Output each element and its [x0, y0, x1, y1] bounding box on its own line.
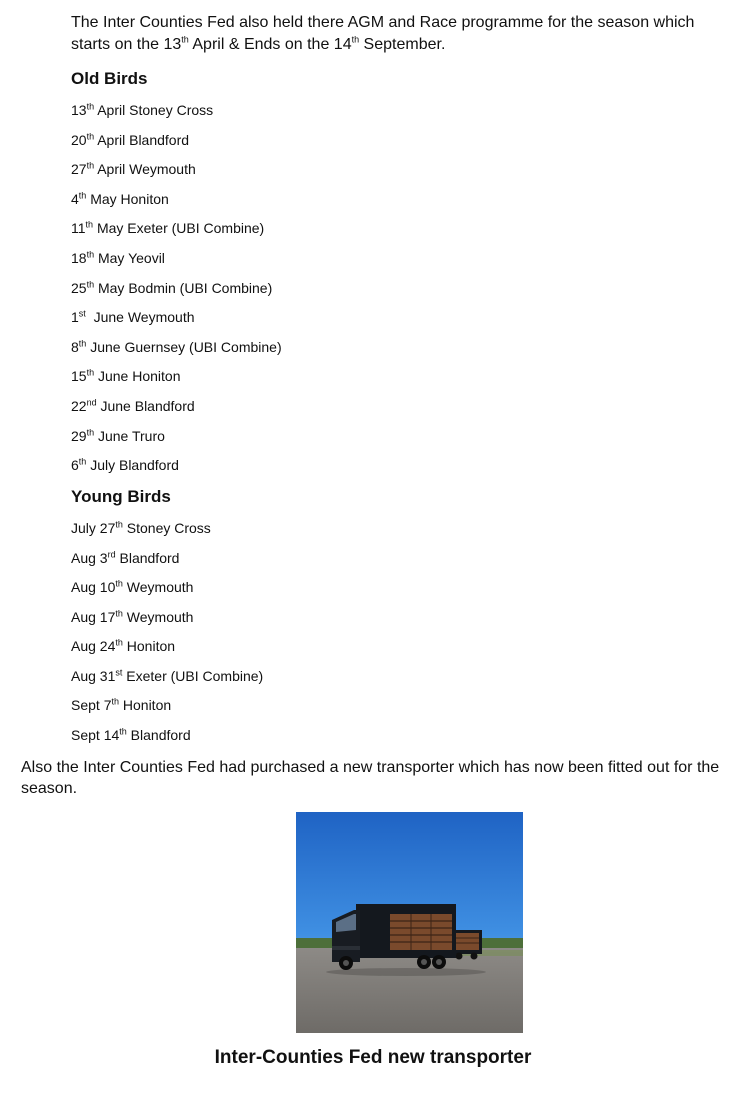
young-birds-race: Aug 24th Honiton — [71, 637, 176, 654]
young-birds-race: Sept 7th Honiton — [71, 696, 172, 713]
old-birds-race: 11th May Exeter (UBI Combine) — [71, 219, 265, 236]
young-birds-race: Sept 14th Blandford — [71, 726, 191, 743]
young-birds-race: Aug 3rd Blandford — [71, 549, 180, 566]
transporter-photo — [296, 812, 523, 1033]
intro-paragraph — [71, 12, 731, 56]
photo-road — [296, 948, 523, 1033]
intro-text-3: September. — [359, 36, 446, 53]
young-birds-race: July 27th Stoney Cross — [71, 519, 211, 536]
photo-caption: Inter-Counties Fed new transporter — [214, 1047, 532, 1068]
old-birds-race: 20th April Blandford — [71, 131, 190, 148]
intro-text-2: April & Ends on the 14 — [188, 36, 352, 53]
old-birds-race: 25th May Bodmin (UBI Combine) — [71, 279, 273, 296]
intro-sup-2: th — [351, 34, 360, 45]
old-birds-race: 22nd June Blandford — [71, 397, 195, 414]
transporter-paragraph: Also the Inter Counties Fed had purchased a new transporter which has now been fitted out for the season. — [21, 759, 720, 797]
old-birds-race: 27th April Weymouth — [71, 160, 196, 177]
intro-sup-1: th — [181, 34, 189, 45]
old-birds-race: 6th July Blandford — [71, 456, 179, 473]
old-birds-race: 18th May Yeovil — [71, 249, 165, 266]
old-birds-race: 29th June Truro — [71, 427, 165, 444]
old-birds-race: 15th June Honiton — [71, 367, 181, 384]
photo-crates — [390, 914, 452, 950]
young-birds-race: Aug 17th Weymouth — [71, 608, 194, 625]
old-birds-race: 8th June Guernsey (UBI Combine) — [71, 338, 282, 355]
old-birds-heading: Old Birds — [71, 69, 148, 88]
young-birds-heading: Young Birds — [71, 487, 171, 506]
young-birds-race: Aug 31st Exeter (UBI Combine) — [71, 667, 264, 684]
old-birds-race: 4th May Honiton — [71, 190, 169, 207]
young-birds-race: Aug 10th Weymouth — [71, 578, 194, 595]
intro-text-1: The Inter Counties Fed also held there AGM and Race programme for the season which starts on the 13 — [71, 14, 695, 53]
old-birds-race: 13th April Stoney Cross — [71, 101, 214, 118]
old-birds-race: 1st June Weymouth — [71, 308, 195, 325]
